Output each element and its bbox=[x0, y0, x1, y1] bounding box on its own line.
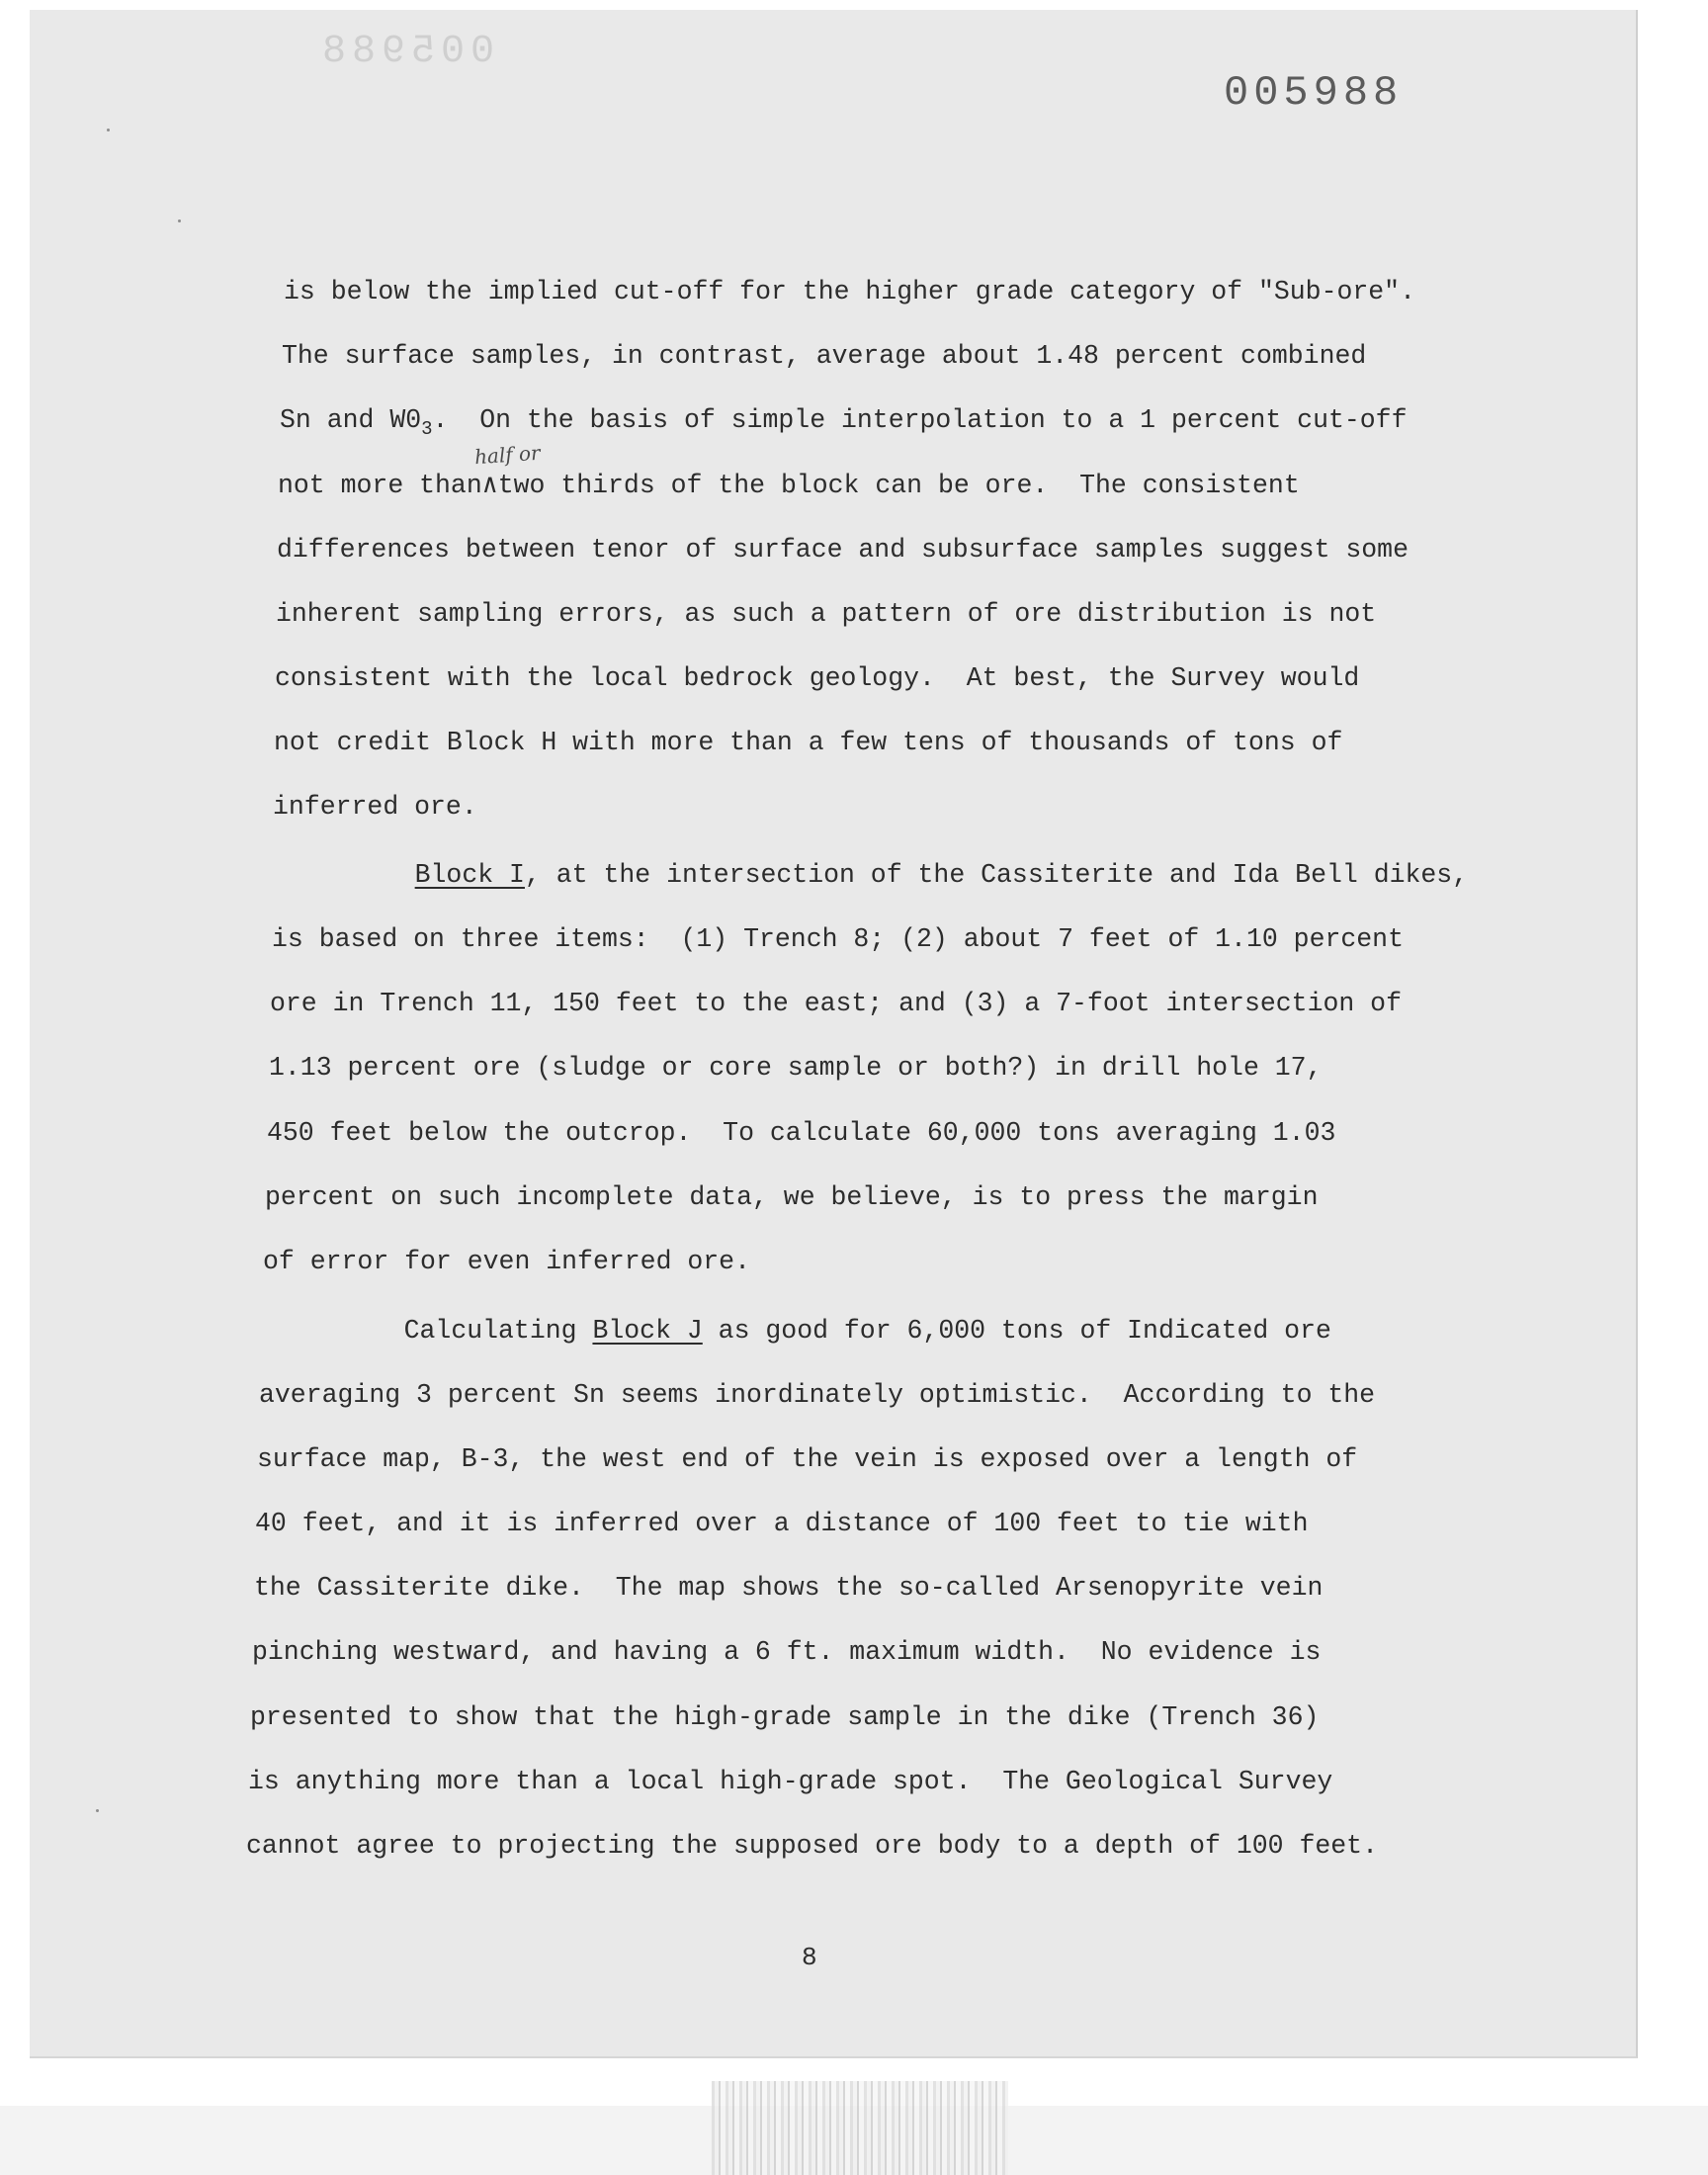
line-text bbox=[352, 860, 415, 890]
underlined-block-label: Block J bbox=[592, 1316, 703, 1346]
line-text: 450 feet below the outcrop. To calculate 60,000 tons averaging 1.03 bbox=[267, 1118, 1336, 1148]
text-line bbox=[250, 1704, 1319, 1731]
line-text: consistent with the local bedrock geology. At best, the Survey would bbox=[275, 663, 1360, 693]
text-line bbox=[275, 665, 1359, 692]
underlined-block-label: Block I bbox=[414, 860, 525, 890]
line-text: not credit Block H with more than a few tens of thousands of tons of bbox=[274, 728, 1343, 757]
scan-speck bbox=[107, 129, 110, 131]
document-stamp-number: 005988 bbox=[1224, 69, 1404, 117]
text-line bbox=[255, 1511, 1308, 1537]
text-line bbox=[282, 343, 1366, 370]
handwritten-insertion: half or bbox=[473, 440, 542, 470]
bleed-through-number: 005988 bbox=[316, 30, 495, 74]
line-text: inherent sampling errors, as such a pattern of ore distribution is not bbox=[276, 599, 1377, 629]
text-line bbox=[259, 1382, 1375, 1409]
line-text: is below the implied cut-off for the higher grade category of "Sub-ore". bbox=[284, 277, 1415, 306]
text-line bbox=[276, 601, 1376, 628]
line-text: . On the basis of simple interpolation to a 1 percent cut-off bbox=[432, 405, 1408, 435]
scan-artifact-bars bbox=[712, 2081, 1008, 2175]
line-text: surface map, B-3, the west end of the vein is exposed over a length of bbox=[257, 1444, 1358, 1474]
page-number: 8 bbox=[802, 1943, 817, 1972]
text-line bbox=[252, 1639, 1321, 1666]
line-text: not more than bbox=[278, 471, 482, 500]
line-text: the Cassiterite dike. The map shows the so-called Arsenopyrite vein bbox=[254, 1573, 1324, 1603]
line-text: Sn and W0 bbox=[280, 405, 422, 435]
line-text: pinching westward, and having a 6 ft. maximum width. No evidence is bbox=[252, 1637, 1322, 1667]
line-text: ore in Trench 11, 150 feet to the east; and (3) a 7-foot intersection of bbox=[270, 989, 1402, 1018]
text-line bbox=[246, 1833, 1378, 1860]
line-text: 1.13 percent ore (sludge or core sample or both?) in drill hole 17, bbox=[269, 1053, 1323, 1083]
subscript: 3 bbox=[421, 418, 433, 440]
text-line bbox=[254, 1575, 1323, 1602]
text-line bbox=[280, 407, 1408, 439]
text-line bbox=[278, 473, 1300, 499]
line-text: two thirds of the block can be ore. The consistent bbox=[497, 471, 1300, 500]
line-text: averaging 3 percent Sn seems inordinately optimistic. According to the bbox=[259, 1380, 1376, 1410]
text-line bbox=[269, 1055, 1322, 1082]
text-line bbox=[277, 537, 1409, 564]
text-line bbox=[284, 279, 1415, 305]
text-line bbox=[270, 991, 1402, 1017]
line-text: is based on three items: (1) Trench 8; (2) about 7 feet of 1.10 percent bbox=[272, 924, 1404, 954]
text-line bbox=[265, 1184, 1318, 1211]
line-text: The surface samples, in contrast, average about 1.48 percent combined bbox=[282, 341, 1367, 371]
line-text: cannot agree to projecting the supposed ore body to a depth of 100 feet. bbox=[246, 1831, 1378, 1861]
text-line bbox=[352, 862, 1468, 889]
text-line bbox=[274, 730, 1342, 756]
text-line bbox=[273, 794, 477, 821]
line-text: as good for 6,000 tons of Indicated ore bbox=[702, 1316, 1331, 1346]
text-line bbox=[248, 1769, 1332, 1795]
text-line bbox=[267, 1120, 1335, 1147]
document-page bbox=[30, 10, 1638, 2058]
line-text: percent on such incomplete data, we believe, is to press the margin bbox=[265, 1182, 1319, 1212]
line-text: inferred ore. bbox=[273, 792, 477, 822]
insertion-caret: ∧ bbox=[481, 471, 498, 500]
scan-speck bbox=[96, 1809, 99, 1812]
line-text: Calculating bbox=[341, 1316, 593, 1346]
scan-speck bbox=[178, 219, 181, 222]
line-text: presented to show that the high-grade sample in the dike (Trench 36) bbox=[250, 1702, 1320, 1732]
line-text: , at the intersection of the Cassiterite and Ida Bell dikes, bbox=[524, 860, 1469, 890]
text-line bbox=[263, 1249, 750, 1275]
text-line bbox=[257, 1446, 1357, 1473]
line-text: differences between tenor of surface and subsurface samples suggest some bbox=[277, 535, 1409, 565]
line-text: of error for even inferred ore. bbox=[263, 1247, 750, 1276]
text-line bbox=[341, 1318, 1331, 1345]
line-text: is anything more than a local high-grade spot. The Geological Survey bbox=[248, 1767, 1333, 1796]
line-text: 40 feet, and it is inferred over a distance of 100 feet to tie with bbox=[255, 1509, 1309, 1538]
text-line bbox=[272, 926, 1404, 953]
